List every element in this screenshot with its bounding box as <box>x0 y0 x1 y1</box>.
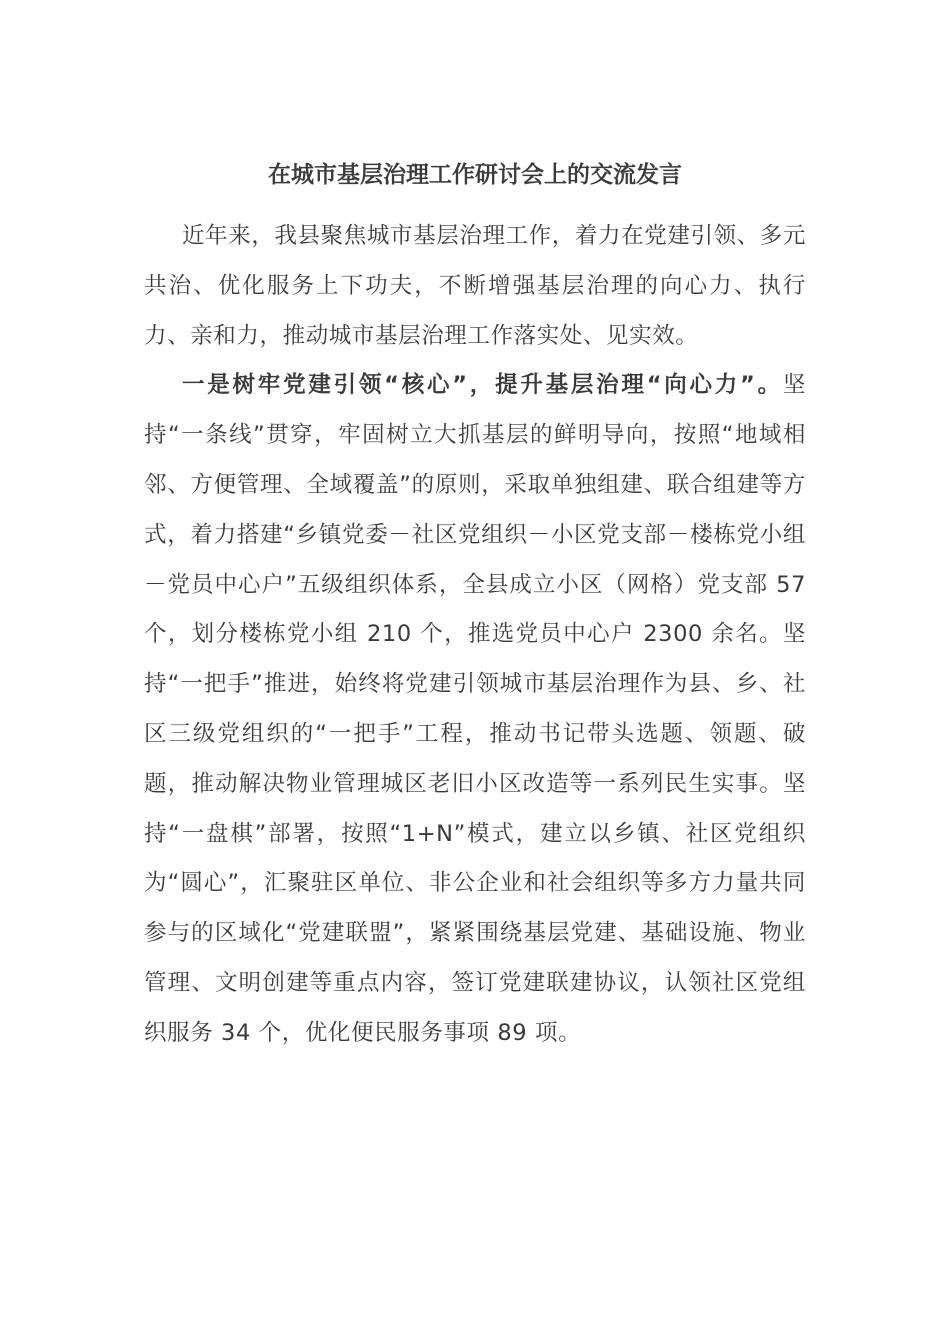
intro-paragraph: 近年来，我县聚焦城市基层治理工作，着力在党建引领、多元共治、优化服务上下功夫，不断增强基层治理的向心力、执行力、亲和力，推动城市基层治理工作落实处、见实效。 <box>144 223 806 349</box>
section-1-text: 坚持“一条线”贯穿，牢固树立大抓基层的鲜明导向，按照“地域相邻、方便管理、全域覆盖”的原则，采取单独组建、联合组建等方式，着力搭建“乡镇党委－社区党组织－小区党支部－楼栋党小组－党员中心户”五级组织体系，全县成立小区（网格）党支部 57 个，划分楼栋党小组 210 个，推选党员中心户 2300 余名。坚持“一把手”推进，始终将党建引领城市基层治理作为县、乡、社区三级党组织的“一把手”工程，推动书记带头选题、领题、破题，推动解决物业管理城区老旧小区改造等一系列民生实事。坚持“一盘棋”部署，按照“1+N”模式，建立以乡镇、社区党组织为“圆心”，汇聚驻区单位、非公企业和社会组织等多方力量共同参与的区域化“党建联盟”，紧紧围绕基层党建、基础设施、物业管理、文明创建等重点内容，签订党建联建协议，认领社区党组织服务 34 个，优化便民服务事项 89 项。 <box>144 372 806 1046</box>
document-body <box>144 212 806 1059</box>
section-1-paragraph <box>144 361 806 1058</box>
document-title: 在城市基层治理工作研讨会上的交流发言 <box>268 162 682 188</box>
section-1-heading: 一是树牢党建引领“核心”，提升基层治理“向心力”。 <box>182 372 783 399</box>
